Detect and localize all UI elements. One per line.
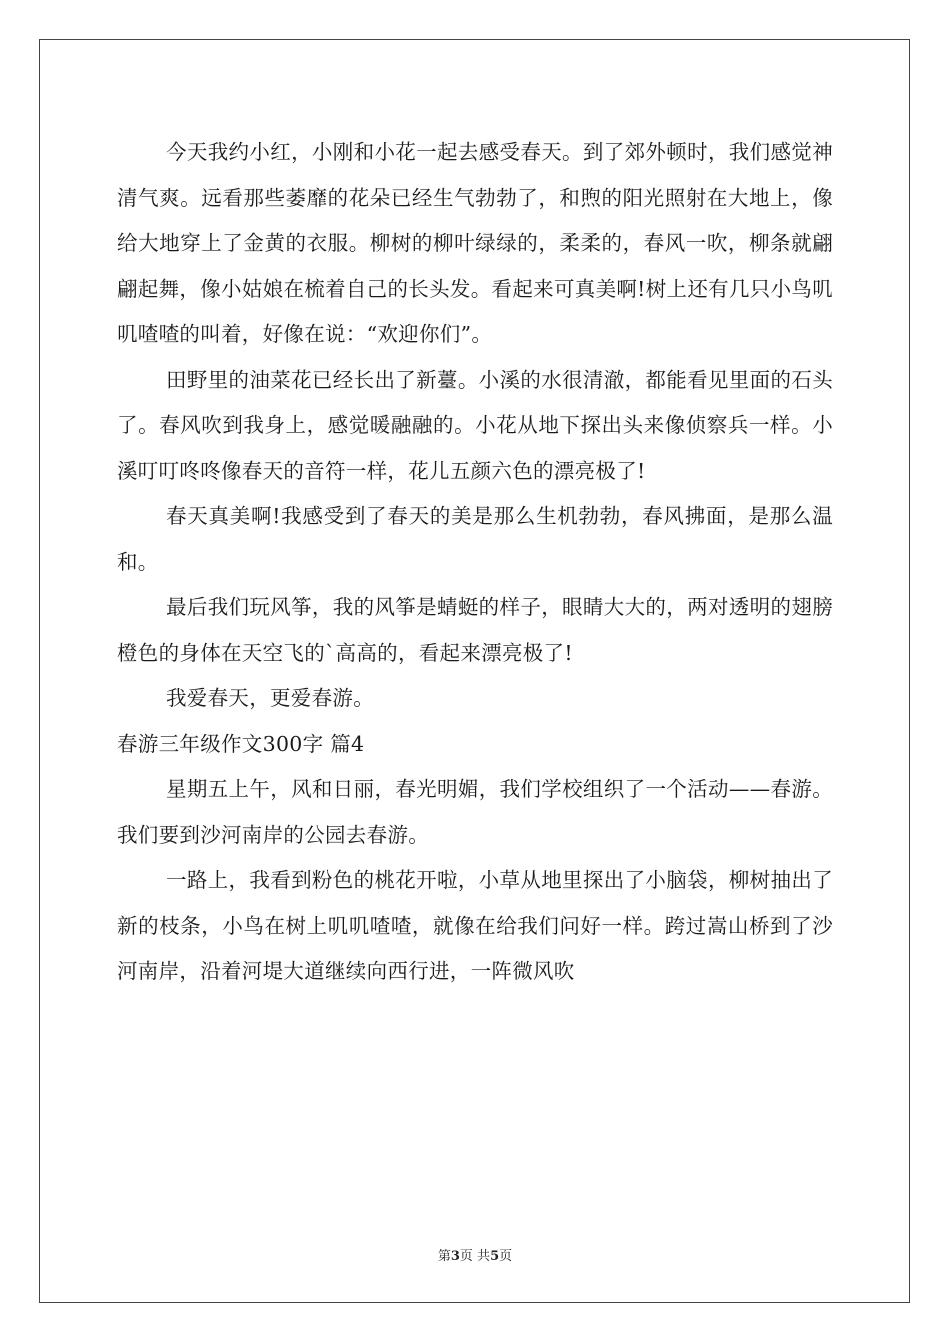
paragraph-5: 我爱春天，更爱春游。 — [166, 686, 374, 710]
paragraph-1: 今天我约小红，小刚和小花一起去感受春天。到了郊外顿时，我们感觉神清气爽。远看那些萎靡的花朵已经生气勃勃了，和煦的阳光照射在大地上，像给大地穿上了金黄的衣服。柳树的柳叶绿绿的，柔柔的，春风一吹，柳条就翩翩起舞，像小姑娘在梳着自己的长头发。看起来可真美啊!树上还有几只小鸟叽叽喳喳的叫着，好像在说：“欢迎你们”。 — [117, 140, 833, 346]
page-footer — [0, 1245, 950, 1264]
footer-page-mid: 页 共 — [459, 1249, 491, 1264]
document-body — [117, 130, 833, 995]
paragraph-7: 一路上，我看到粉色的桃花开啦，小草从地里探出了小脑袋，柳树抽出了新的枝条，小鸟在树上叽叽喳喳，就像在给我们问好一样。跨过嵩山桥到了沙河南岸，沿着河堤大道继续向西行进，一阵微风吹 — [117, 868, 833, 983]
footer-page-prefix: 第 — [437, 1249, 451, 1264]
footer-page-suffix: 页 — [499, 1249, 513, 1264]
section-heading: 春游三年级作文300字 篇4 — [117, 731, 365, 756]
paragraph-2: 田野里的油菜花已经长出了新薹。小溪的水很清澈，都能看见里面的石头了。春风吹到我身上，感觉暖融融的。小花从地下探出头来像侦察兵一样。小溪叮叮咚咚像春天的音符一样，花儿五颜六色的漂亮极了! — [117, 367, 833, 483]
paragraph-6: 星期五上午，风和日丽，春光明媚，我们学校组织了一个活动——春游。我们要到沙河南岸的公园去春游。 — [117, 777, 833, 847]
footer-page-total: 5 — [490, 1249, 500, 1264]
paragraph-3: 春天真美啊!我感受到了春天的美是那么生机勃勃，春风拂面，是那么温和。 — [117, 504, 833, 574]
paragraph-4: 最后我们玩风筝，我的风筝是蜻蜓的样子，眼睛大大的，两对透明的翅膀橙色的身体在天空飞的`高高的，看起来漂亮极了! — [117, 595, 833, 665]
footer-page-current: 3 — [450, 1249, 460, 1264]
